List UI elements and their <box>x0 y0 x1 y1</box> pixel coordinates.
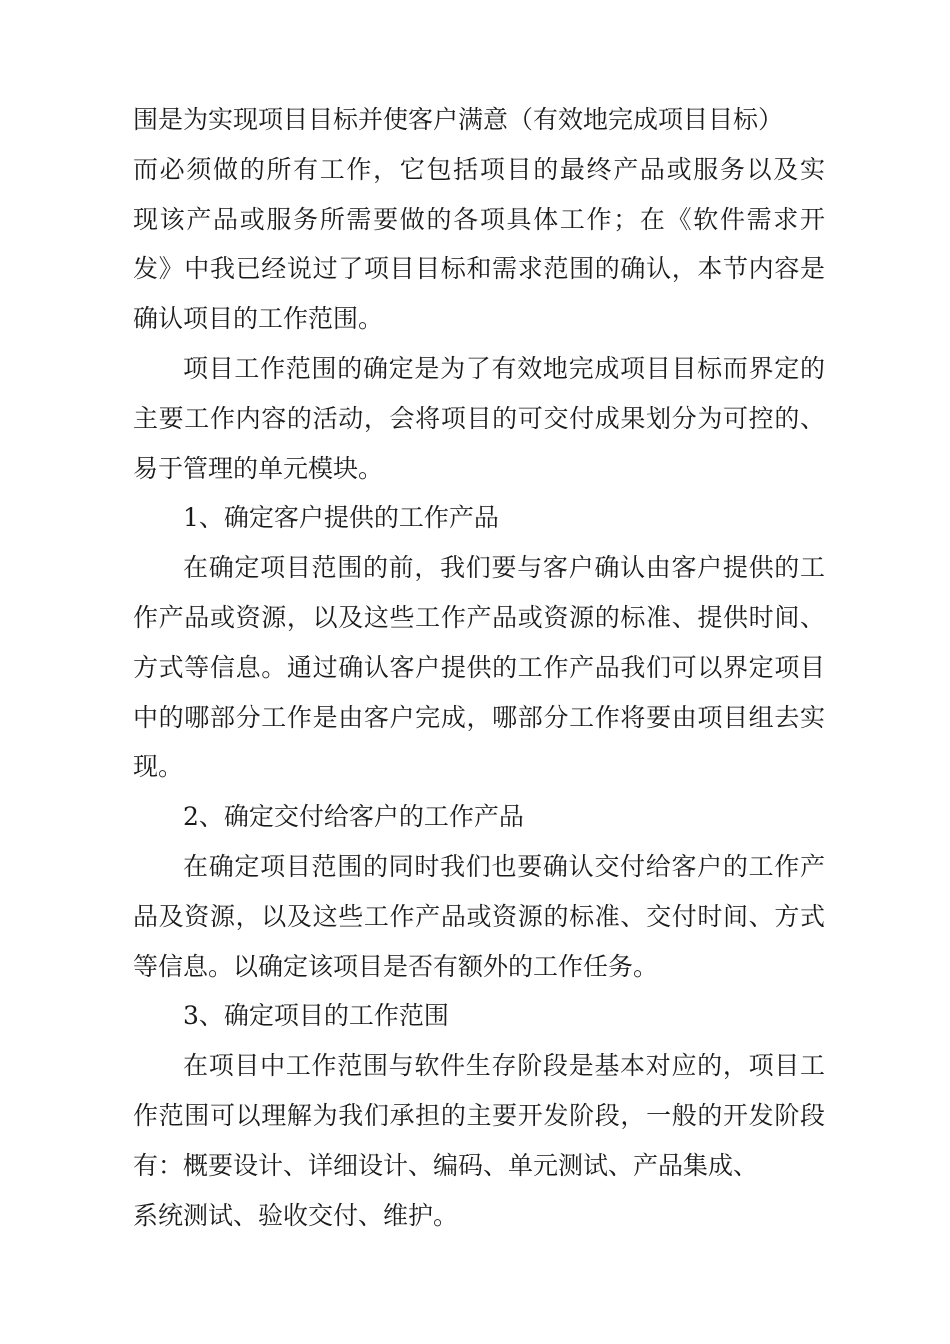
text-line: 在项目中工作范围与软件生存阶段是基本对应的，项目工 <box>183 1051 825 1081</box>
text-line: 系统测试、验收交付、维护。 <box>133 1200 459 1230</box>
text-line: 3、确定项目的工作范围 <box>183 1001 449 1031</box>
text-line: 在确定项目范围的前，我们要与客户确认由客户提供的工 <box>183 553 825 583</box>
text-line: 现该产品或服务所需要做的各项具体工作；在《软件需求开 <box>133 204 825 234</box>
text-line: 易于管理的单元模块。 <box>133 453 384 483</box>
paragraph <box>133 1041 825 1240</box>
paragraph <box>133 543 825 792</box>
text-line: 品及资源，以及这些工作产品或资源的标准、交付时间、方式 <box>133 901 825 931</box>
text-line: 而必须做的所有工作，它包括项目的最终产品或服务以及实 <box>133 154 825 184</box>
text-line: 主要工作内容的活动，会将项目的可交付成果划分为可控的、 <box>133 403 825 433</box>
text-line: 2、确定交付给客户的工作产品 <box>183 802 524 832</box>
paragraph <box>133 344 825 493</box>
section-heading <box>133 493 825 543</box>
section-heading <box>133 792 825 842</box>
text-line: 等信息。以确定该项目是否有额外的工作任务。 <box>133 951 659 981</box>
text-line: 有：概要设计、详细设计、编码、单元测试、产品集成、 <box>133 1150 759 1180</box>
text-line: 围是为实现项目目标并使客户满意（有效地完成项目目标） <box>133 105 784 134</box>
text-line: 现。 <box>133 752 184 782</box>
text-line: 作产品或资源，以及这些工作产品或资源的标准、提供时间、 <box>133 602 825 632</box>
text-line: 在确定项目范围的同时我们也要确认交付给客户的工作产 <box>183 851 825 881</box>
document-body <box>133 95 825 1240</box>
text-line: 中的哪部分工作是由客户完成，哪部分工作将要由项目组去实 <box>133 702 825 732</box>
paragraph <box>133 842 825 991</box>
text-line: 方式等信息。通过确认客户提供的工作产品我们可以界定项目 <box>133 652 825 682</box>
section-heading <box>133 991 825 1041</box>
text-line: 确认项目的工作范围。 <box>133 304 384 334</box>
text-line: 发》中我已经说过了项目目标和需求范围的确认，本节内容是 <box>133 254 825 284</box>
text-line: 作范围可以理解为我们承担的主要开发阶段，一般的开发阶段 <box>133 1100 825 1130</box>
paragraph <box>133 95 825 344</box>
text-line: 项目工作范围的确定是为了有效地完成项目目标而界定的 <box>183 353 825 383</box>
text-line: 1、确定客户提供的工作产品 <box>183 503 499 533</box>
